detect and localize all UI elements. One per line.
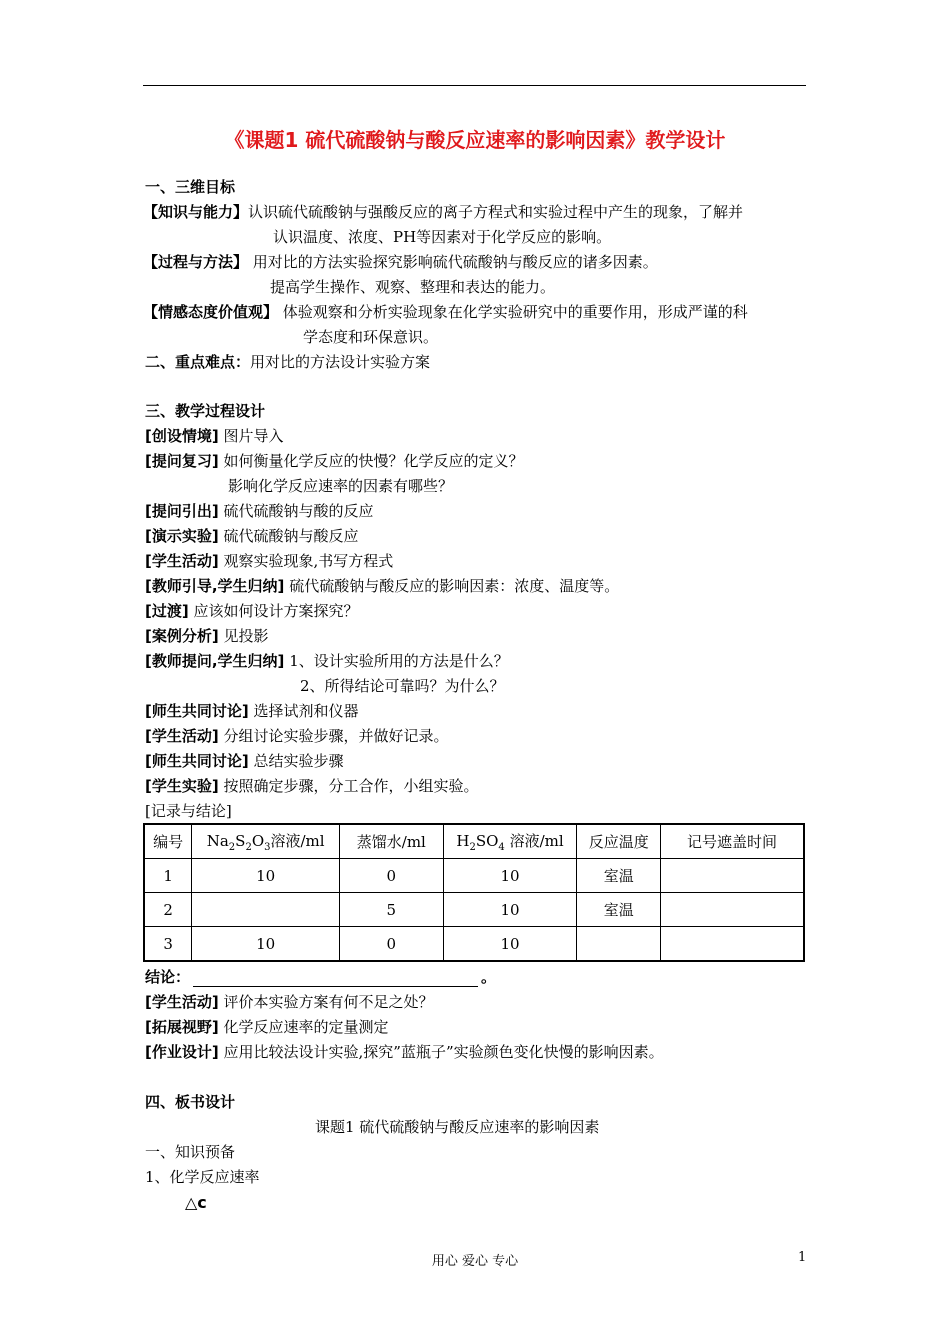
record-label: [记录与结论] — [145, 802, 232, 820]
footer-text: 用心 爱心 专心 — [431, 1254, 519, 1269]
after-item-text: 化学反应速率的定量测定 — [223, 1018, 389, 1036]
header-text: 溶液/ml — [270, 832, 325, 850]
header-cell: 记号遮盖时间 — [661, 824, 804, 859]
section-3-heading: 三、教学过程设计 — [145, 402, 266, 420]
table-cell: 室温 — [577, 859, 661, 893]
board-line-2: 1、化学反应速率 — [145, 1168, 260, 1186]
chem-sub: 2 — [228, 842, 236, 853]
process-item-text: 总结实验步骤 — [253, 752, 344, 770]
table-cell: 室温 — [577, 893, 661, 927]
process-item — [145, 651, 509, 671]
process-item-text: 1、设计实验所用的方法是什么？ — [289, 652, 509, 670]
table-cell: 0 — [339, 859, 443, 893]
knowledge-text-2: 认识温度、浓度、PH等因素对于化学反应的影响。 — [273, 228, 612, 246]
process-item — [145, 576, 619, 596]
chem-sub: 4 — [498, 842, 505, 853]
chem-sub: 2 — [469, 842, 476, 853]
knowledge-text-1: 认识硫代硫酸钠与强酸反应的离子方程式和实验过程中产生的现象，了解并 — [248, 203, 744, 221]
header-cell: 编号 — [144, 824, 192, 859]
process-item-text: 选择试剂和仪器 — [253, 702, 359, 720]
process-item-label: [教师提问,学生归纳] — [145, 652, 285, 670]
process-item-label: [案例分析] — [145, 627, 219, 645]
table-cell: 1 — [144, 859, 192, 893]
header-cell-h2so4 — [443, 824, 577, 859]
process-item — [145, 626, 269, 646]
process-item-label: [学生实验] — [145, 777, 219, 795]
process-item — [145, 526, 359, 546]
process-item-label: [教师引导,学生归纳] — [145, 577, 285, 595]
after-item-text: 评价本实验方案有何不足之处？ — [223, 993, 434, 1011]
section-2-line — [145, 352, 430, 372]
process-text-2: 提高学生操作、观察、整理和表达的能力。 — [270, 278, 556, 296]
process-item-text: 硫代硫酸钠与酸反应的影响因素：浓度、温度等。 — [289, 577, 620, 595]
table-cell: 3 — [144, 927, 192, 962]
section-1-heading: 一、三维目标 — [145, 178, 236, 196]
process-item-label: [演示实验] — [145, 527, 219, 545]
after-item — [145, 1042, 664, 1062]
process-item-label: [师生共同讨论] — [145, 752, 249, 770]
process-item-text: 观察实验现象,书写方程式 — [223, 552, 394, 570]
after-item — [145, 992, 434, 1012]
conclusion-label: 结论： — [145, 968, 191, 986]
document-title: 《课题1 硫代硫酸钠与酸反应速率的影响因素》教学设计 — [224, 128, 726, 152]
chem-sub: 2 — [245, 842, 252, 853]
table-cell — [661, 859, 804, 893]
table-cell: 10 — [192, 859, 340, 893]
after-item-label: [学生活动] — [145, 993, 219, 1011]
process-item-continuation: 影响化学反应速率的因素有哪些？ — [228, 477, 454, 495]
emotion-label: 【情感态度价值观】 — [143, 303, 279, 321]
header-text: 溶液/ml — [509, 832, 564, 850]
process-item-label: [提问复习] — [145, 452, 219, 470]
process-item — [145, 776, 479, 796]
process-text-1: 用对比的方法实验探究影响硫代硫酸钠与酸反应的诸多因素。 — [252, 253, 658, 271]
section-2-text: 用对比的方法设计实验方案 — [250, 353, 431, 371]
process-item — [145, 451, 524, 471]
process-item-text: 分组讨论实验步骤，并做好记录。 — [223, 727, 449, 745]
process-item — [145, 501, 374, 521]
after-item-text: 应用比较法设计实验,探究”蓝瓶子”实验颜色变化快慢的影响因素。 — [223, 1043, 664, 1061]
process-item-label: [创设情境] — [145, 427, 219, 445]
chem-part: O — [251, 832, 265, 850]
board-title: 课题1 硫代硫酸钠与酸反应速率的影响因素 — [315, 1118, 600, 1136]
table-cell: 5 — [339, 893, 443, 927]
table-cell: 2 — [144, 893, 192, 927]
process-item — [145, 701, 359, 721]
table-cell: 0 — [339, 927, 443, 962]
emotion-text-1: 体验观察和分析实验现象在化学实验研究中的重要作用，形成严谨的科 — [282, 303, 748, 321]
table-cell — [661, 927, 804, 962]
table-cell — [661, 893, 804, 927]
table-row — [144, 927, 804, 962]
process-item-text: 应该如何设计方案探究？ — [193, 602, 359, 620]
table-cell: 10 — [192, 927, 340, 962]
page-number: 1 — [798, 1250, 807, 1265]
header-rule — [143, 85, 806, 86]
table-row — [144, 859, 804, 893]
process-item-text: 图片导入 — [223, 427, 284, 445]
process-item-label: [学生活动] — [145, 727, 219, 745]
process-item-continuation: 2、所得结论可靠吗？为什么？ — [300, 677, 505, 695]
table-header-row — [144, 824, 804, 859]
after-item-label: [拓展视野] — [145, 1018, 219, 1036]
process-item — [145, 726, 449, 746]
emotion-line-1 — [143, 302, 748, 322]
conclusion-line — [145, 967, 496, 987]
process-item — [145, 751, 344, 771]
knowledge-line-1 — [143, 202, 743, 222]
process-item — [145, 551, 393, 571]
process-item-text: 见投影 — [223, 627, 269, 645]
process-item — [145, 426, 284, 446]
chem-part: H — [456, 832, 470, 850]
record-table — [143, 823, 805, 962]
board-line-1: 一、知识预备 — [145, 1143, 236, 1161]
chem-part: Na — [206, 832, 229, 850]
delta-c: △c — [185, 1193, 207, 1212]
section-4-heading: 四、板书设计 — [145, 1093, 236, 1111]
process-item-text: 按照确定步骤，分工合作，小组实验。 — [223, 777, 479, 795]
header-cell-na2s2o3 — [192, 824, 340, 859]
chem-sub: 3 — [264, 842, 271, 853]
table-cell — [192, 893, 340, 927]
process-line-1 — [143, 252, 658, 272]
process-item-label: [过渡] — [145, 602, 189, 620]
chem-part: SO — [475, 832, 499, 850]
conclusion-end: 。 — [481, 968, 497, 986]
chem-part: S — [235, 832, 246, 850]
process-item-text: 硫代硫酸钠与酸的反应 — [223, 502, 374, 520]
process-label: 【过程与方法】 — [143, 253, 249, 271]
section-2-heading: 二、重点难点： — [145, 353, 251, 371]
after-item-label: [作业设计] — [145, 1043, 219, 1061]
table-cell — [577, 927, 661, 962]
table-row — [144, 893, 804, 927]
knowledge-label: 【知识与能力】 — [143, 203, 249, 221]
table-cell: 10 — [443, 859, 577, 893]
process-item-label: [学生活动] — [145, 552, 219, 570]
process-item-label: [提问引出] — [145, 502, 219, 520]
process-item-label: [师生共同讨论] — [145, 702, 249, 720]
process-item-text: 硫代硫酸钠与酸反应 — [223, 527, 359, 545]
conclusion-blank — [193, 970, 478, 987]
header-cell: 蒸馏水/ml — [339, 824, 443, 859]
table-cell: 10 — [443, 893, 577, 927]
table-cell: 10 — [443, 927, 577, 962]
after-item — [145, 1017, 389, 1037]
header-cell: 反应温度 — [577, 824, 661, 859]
process-item-text: 如何衡量化学反应的快慢？化学反应的定义？ — [223, 452, 524, 470]
emotion-text-2: 学态度和环保意识。 — [303, 328, 439, 346]
process-item — [145, 601, 359, 621]
